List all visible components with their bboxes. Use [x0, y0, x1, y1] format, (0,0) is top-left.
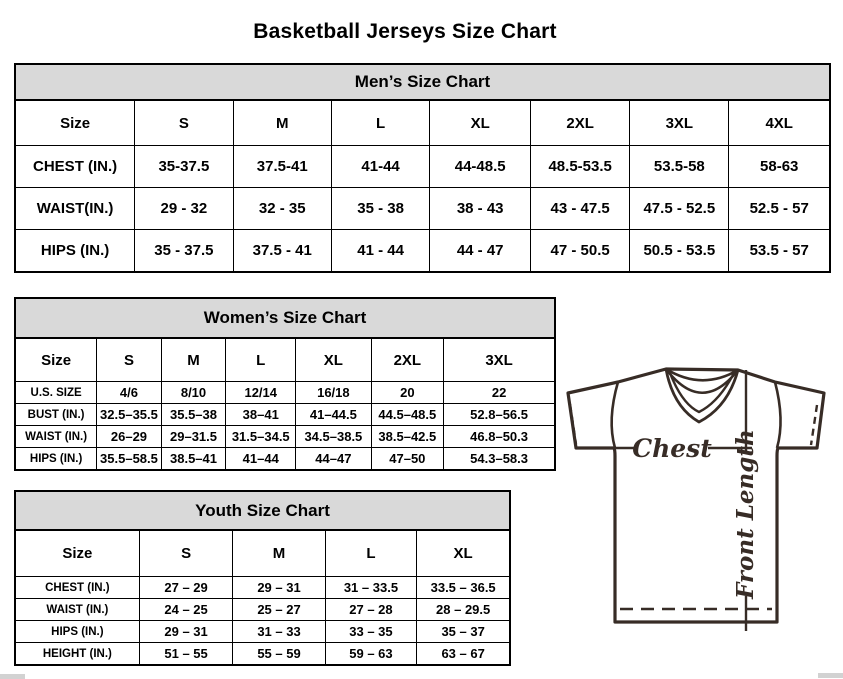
column-header: Size — [16, 531, 139, 577]
column-header: S — [135, 101, 233, 146]
table-cell: 35-37.5 — [135, 146, 233, 188]
table-row — [16, 188, 829, 230]
table-cell: 35 - 37.5 — [135, 230, 233, 272]
table-cell: 4/6 — [97, 382, 162, 404]
column-header: L — [325, 531, 417, 577]
table-cell: 44–47 — [296, 448, 371, 470]
table-cell: 16/18 — [296, 382, 371, 404]
hscrollbar-left-thumb[interactable] — [0, 674, 25, 679]
table-cell: 41-44 — [331, 146, 429, 188]
womens-chart-title: Women’s Size Chart — [16, 299, 554, 339]
table-row — [16, 448, 554, 470]
column-header: L — [226, 339, 296, 382]
jersey-measurement-diagram — [556, 360, 842, 652]
table-cell: 46.8–50.3 — [444, 426, 554, 448]
table-cell: 26–29 — [97, 426, 162, 448]
table-row — [16, 382, 554, 404]
table-cell: 35.5–58.5 — [97, 448, 162, 470]
table-cell: 31.5–34.5 — [226, 426, 296, 448]
table-row — [16, 146, 829, 188]
youth-chart-title: Youth Size Chart — [16, 492, 509, 531]
row-label: CHEST (IN.) — [16, 146, 135, 188]
row-label: HIPS (IN.) — [16, 448, 97, 470]
column-header: XL — [430, 101, 531, 146]
column-header: XL — [296, 339, 371, 382]
table-cell: 52.8–56.5 — [444, 404, 554, 426]
mens-size-chart-section — [14, 63, 831, 273]
table-cell: 41 - 44 — [331, 230, 429, 272]
table-row — [16, 230, 829, 272]
row-label: HIPS (IN.) — [16, 230, 135, 272]
table-cell: 31 – 33 — [233, 621, 325, 643]
table-cell: 47–50 — [371, 448, 444, 470]
table-cell: 58-63 — [729, 146, 829, 188]
table-row — [16, 621, 509, 643]
table-row — [16, 599, 509, 621]
table-cell: 47 - 50.5 — [531, 230, 630, 272]
table-cell: 29 - 32 — [135, 188, 233, 230]
table-cell: 35 - 38 — [331, 188, 429, 230]
table-cell: 29–31.5 — [161, 426, 226, 448]
header-row — [16, 101, 829, 146]
table-row — [16, 426, 554, 448]
table-cell: 44.5–48.5 — [371, 404, 444, 426]
table-cell: 51 – 55 — [139, 643, 233, 665]
table-cell: 35.5–38 — [161, 404, 226, 426]
table-cell: 53.5 - 57 — [729, 230, 829, 272]
table-cell: 63 – 67 — [417, 643, 509, 665]
column-header: L — [331, 101, 429, 146]
table-cell: 52.5 - 57 — [729, 188, 829, 230]
column-header: M — [161, 339, 226, 382]
row-label: WAIST (IN.) — [16, 599, 139, 621]
header-row — [16, 339, 554, 382]
jersey-outline — [568, 369, 824, 622]
page-title: Basketball Jerseys Size Chart — [253, 20, 557, 44]
row-label: HIPS (IN.) — [16, 621, 139, 643]
column-header: 2XL — [531, 101, 630, 146]
row-label: BUST (IN.) — [16, 404, 97, 426]
womens-size-table — [16, 339, 554, 469]
table-cell: 38–41 — [226, 404, 296, 426]
row-label: WAIST (IN.) — [16, 426, 97, 448]
row-label: WAIST(IN.) — [16, 188, 135, 230]
youth-size-table — [16, 531, 509, 664]
column-header: 3XL — [630, 101, 729, 146]
table-cell: 27 – 28 — [325, 599, 417, 621]
table-cell: 27 – 29 — [139, 577, 233, 599]
column-header: XL — [417, 531, 509, 577]
table-cell: 38.5–41 — [161, 448, 226, 470]
hscrollbar-right-thumb[interactable] — [818, 673, 843, 678]
table-cell: 33 – 35 — [325, 621, 417, 643]
table-cell: 20 — [371, 382, 444, 404]
front-length-label: Front Length — [732, 429, 759, 599]
table-cell: 12/14 — [226, 382, 296, 404]
column-header: M — [233, 531, 325, 577]
table-cell: 37.5-41 — [233, 146, 331, 188]
mens-size-table — [16, 101, 829, 271]
column-header: M — [233, 101, 331, 146]
column-header: S — [97, 339, 162, 382]
table-cell: 41–44.5 — [296, 404, 371, 426]
table-cell: 32.5–35.5 — [97, 404, 162, 426]
row-label: U.S. SIZE — [16, 382, 97, 404]
table-row — [16, 643, 509, 665]
table-cell: 44-48.5 — [430, 146, 531, 188]
table-cell: 35 – 37 — [417, 621, 509, 643]
table-cell: 34.5–38.5 — [296, 426, 371, 448]
header-row — [16, 531, 509, 577]
chest-label: Chest — [632, 434, 712, 463]
table-cell: 25 – 27 — [233, 599, 325, 621]
table-cell: 29 – 31 — [139, 621, 233, 643]
table-cell: 29 – 31 — [233, 577, 325, 599]
column-header: 2XL — [371, 339, 444, 382]
row-label: CHEST (IN.) — [16, 577, 139, 599]
table-cell: 38 - 43 — [430, 188, 531, 230]
table-cell: 47.5 - 52.5 — [630, 188, 729, 230]
table-row — [16, 404, 554, 426]
column-header: Size — [16, 339, 97, 382]
table-cell: 55 – 59 — [233, 643, 325, 665]
table-cell: 22 — [444, 382, 554, 404]
table-cell: 59 – 63 — [325, 643, 417, 665]
table-cell: 8/10 — [161, 382, 226, 404]
table-cell: 53.5-58 — [630, 146, 729, 188]
column-header: S — [139, 531, 233, 577]
table-cell: 31 – 33.5 — [325, 577, 417, 599]
table-cell: 37.5 - 41 — [233, 230, 331, 272]
table-cell: 43 - 47.5 — [531, 188, 630, 230]
table-cell: 32 - 35 — [233, 188, 331, 230]
column-header: Size — [16, 101, 135, 146]
table-row — [16, 577, 509, 599]
column-header: 3XL — [444, 339, 554, 382]
table-cell: 50.5 - 53.5 — [630, 230, 729, 272]
table-cell: 48.5-53.5 — [531, 146, 630, 188]
womens-size-chart-section — [14, 297, 556, 471]
table-cell: 33.5 – 36.5 — [417, 577, 509, 599]
table-cell: 38.5–42.5 — [371, 426, 444, 448]
table-cell: 54.3–58.3 — [444, 448, 554, 470]
table-cell: 41–44 — [226, 448, 296, 470]
mens-chart-title: Men’s Size Chart — [16, 65, 829, 101]
table-cell: 28 – 29.5 — [417, 599, 509, 621]
table-cell: 44 - 47 — [430, 230, 531, 272]
row-label: HEIGHT (IN.) — [16, 643, 139, 665]
column-header: 4XL — [729, 101, 829, 146]
youth-size-chart-section — [14, 490, 511, 666]
table-cell: 24 – 25 — [139, 599, 233, 621]
